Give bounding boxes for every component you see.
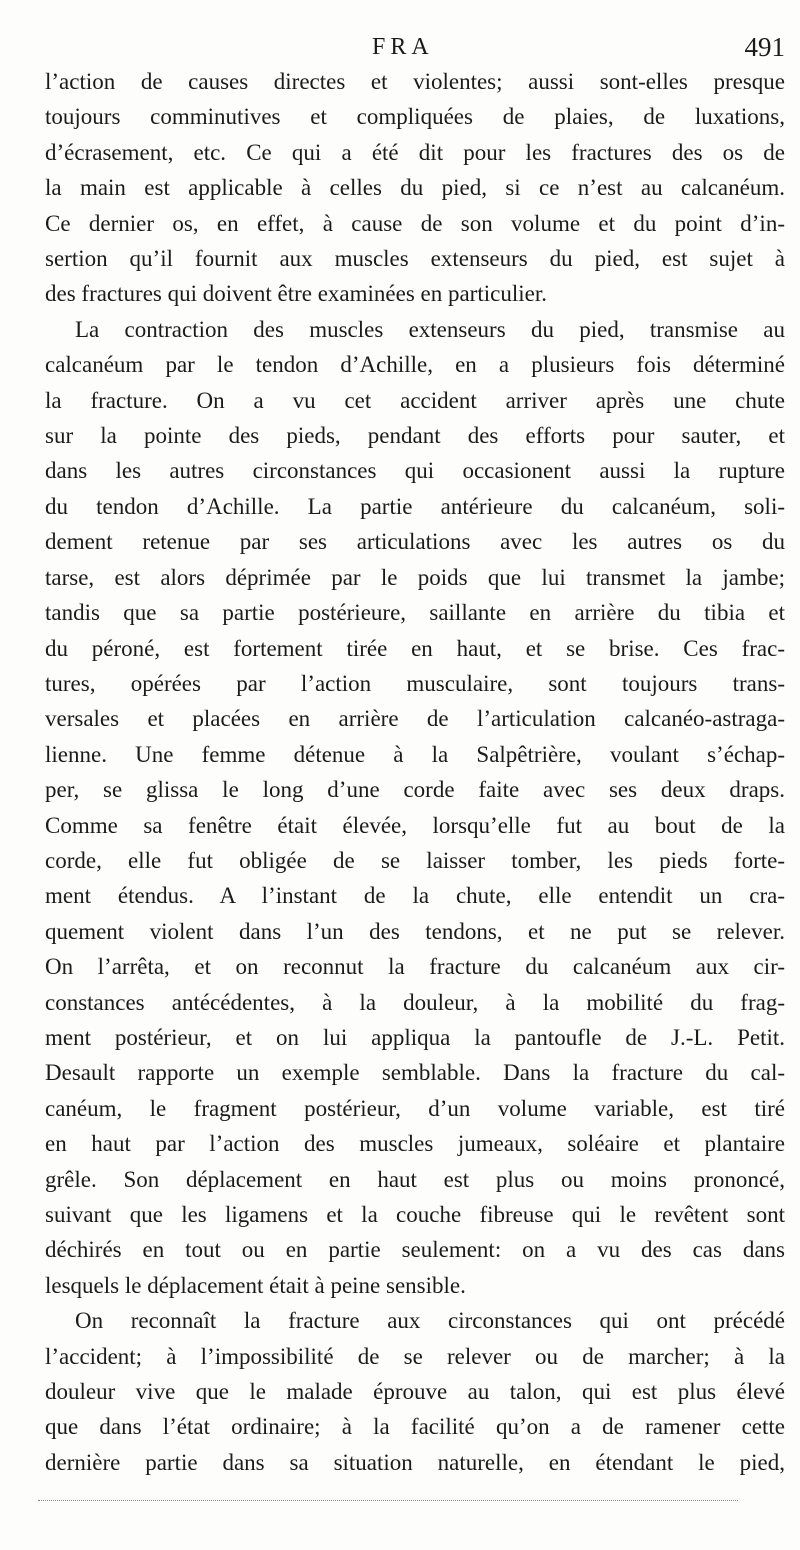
text-line: suivant que les ligamens et la couche fibreuse qui le revêtent sont: [45, 1202, 785, 1227]
text-line: tures, opérées par l’action musculaire, sont toujours trans-: [45, 670, 785, 696]
running-head-title: FRA: [372, 34, 434, 60]
text-line: dement retenue par ses articulations avec les autres os du: [45, 529, 785, 555]
paragraph-3: [45, 1303, 785, 1480]
text-line: sertion qu’il fournit aux muscles extenseurs du pied, est sujet à: [45, 246, 785, 272]
paragraph-1: [45, 64, 785, 312]
text-line: On l’arrêta, et on reconnut la fracture du calcanéum aux cir-: [45, 954, 785, 980]
text-line: l’accident; à l’impossibilité de se relever ou de marcher; à la: [45, 1343, 785, 1369]
text-line: grêle. Son déplacement en haut est plus ou moins prononcé,: [45, 1166, 785, 1192]
text-line: ment postérieur, et on lui appliqua la pantoufle de J.-L. Petit.: [45, 1024, 785, 1050]
text-line: toujours comminutives et compliquées de plaies, de luxations,: [45, 104, 785, 130]
text-line: dans les autres circonstances qui occasionent aussi la rupture: [45, 458, 785, 484]
text-line: corde, elle fut obligée de se laisser tomber, les pieds forte-: [45, 847, 785, 873]
text-line: lienne. Une femme détenue à la Salpêtrière, voulant s’échap-: [45, 741, 785, 767]
page-number: 491: [744, 32, 785, 62]
text-line: la fracture. On a vu cet accident arriver après une chute: [45, 387, 785, 413]
text-line: du tendon d’Achille. La partie antérieure du calcanéum, soli-: [45, 493, 785, 519]
text-line: calcanéum par le tendon d’Achille, en a plusieurs fois déterminé: [45, 352, 785, 378]
text-line: tandis que sa partie postérieure, saillante en arrière du tibia et: [45, 600, 785, 626]
text-line: du péroné, est fortement tirée en haut, et se brise. Ces frac-: [45, 635, 785, 661]
text-line: douleur vive que le malade éprouve au talon, qui est plus élevé: [45, 1379, 785, 1405]
text-line: ment étendus. A l’instant de la chute, elle entendit un cra-: [45, 883, 785, 909]
bottom-dotted-rule: [38, 1500, 738, 1501]
text-line: Desault rapporte un exemple semblable. Dans la fracture du cal-: [45, 1060, 785, 1086]
text-line: dernière partie dans sa situation naturelle, en étendant le pied,: [45, 1449, 785, 1475]
text-line: des fractures qui doivent être examinées en particulier.: [45, 281, 547, 307]
text-line: d’écrasement, etc. Ce qui a été dit pour les fractures des os de: [45, 139, 785, 165]
text-line: Comme sa fenêtre était élevée, lorsqu’elle fut au bout de la: [45, 812, 785, 838]
text-line: On reconnaît la fracture aux circonstances qui ont précédé: [75, 1308, 785, 1334]
text-line: que dans l’état ordinaire; à la facilité qu’on a de ramener cette: [45, 1414, 785, 1440]
text-line: Ce dernier os, en effet, à cause de son volume et du point d’in-: [45, 210, 785, 236]
paragraph-2: [45, 312, 785, 1303]
text-line: versales et placées en arrière de l’articulation calcanéo-astraga-: [45, 706, 785, 732]
text-line: déchirés en tout ou en partie seulement: on a vu des cas dans: [45, 1237, 785, 1263]
text-line: constances antécédentes, à la douleur, à la mobilité du frag-: [45, 989, 785, 1015]
text-line: quement violent dans l’un des tendons, et ne put se relever.: [45, 918, 785, 944]
body-text: [45, 64, 785, 1480]
text-line: la main est applicable à celles du pied, si ce n’est au calcanéum.: [45, 175, 785, 201]
text-line: sur la pointe des pieds, pendant des efforts pour sauter, et: [45, 423, 785, 449]
text-line: l’action de causes directes et violentes; aussi sont-elles presque: [45, 69, 785, 94]
text-line: La contraction des muscles extenseurs du pied, transmise au: [75, 316, 785, 342]
text-line: en haut par l’action des muscles jumeaux, soléaire et plantaire: [45, 1131, 785, 1157]
text-line: per, se glissa le long d’une corde faite avec ses deux draps.: [45, 777, 785, 803]
text-line: tarse, est alors déprimée par le poids que lui transmet la jambe;: [45, 564, 785, 590]
text-line: lesquels le déplacement était à peine sensible.: [45, 1272, 466, 1298]
text-line: canéum, le fragment postérieur, d’un volume variable, est tiré: [45, 1095, 785, 1121]
